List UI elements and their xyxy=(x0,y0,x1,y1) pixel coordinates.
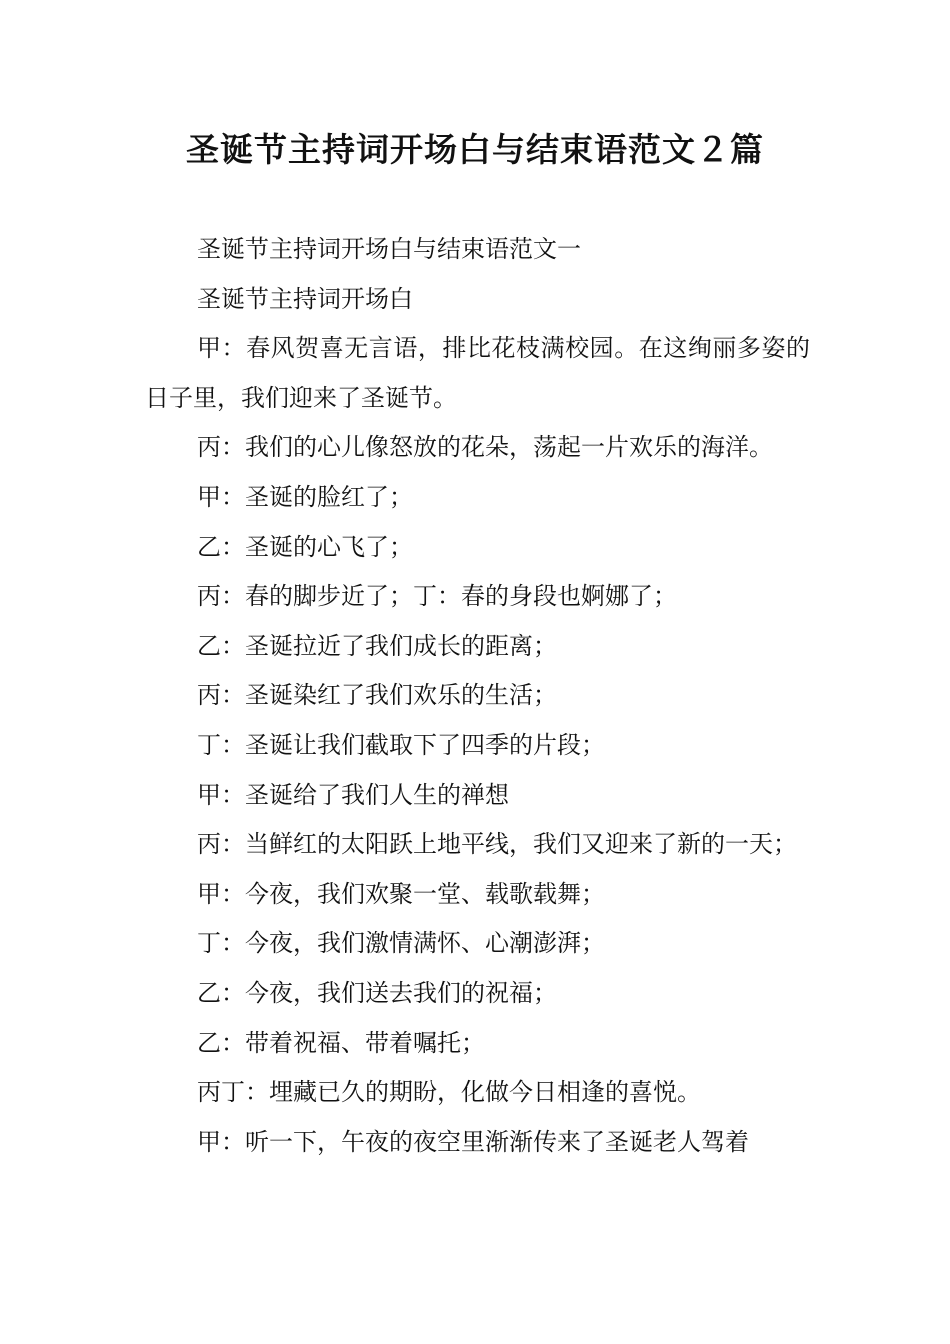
dialogue-line: 丙：春的脚步近了；丁：春的身段也婀娜了； xyxy=(197,582,677,611)
dialogue-line: 丁：圣诞让我们截取下了四季的片段； xyxy=(197,730,605,759)
dialogue-line: 丙：当鲜红的太阳跃上地平线，我们又迎来了新的一天； xyxy=(197,830,797,859)
dialogue-line: 甲：圣诞的脸红了； xyxy=(197,482,413,511)
dialogue-line: 甲：今夜，我们欢聚一堂、载歌载舞； xyxy=(197,879,605,908)
dialogue-line: 丙：圣诞染红了我们欢乐的生活； xyxy=(197,681,557,710)
dialogue-line: 甲：听一下，午夜的夜空里渐渐传来了圣诞老人驾着 xyxy=(197,1127,749,1156)
document-body xyxy=(145,225,810,1167)
dialogue-line: 甲：春风贺喜无言语，排比花枝满校园。在这绚丽多姿的日子里，我们迎来了圣诞节。 xyxy=(145,334,810,412)
dialogue-line: 乙：今夜，我们送去我们的祝福； xyxy=(197,978,557,1007)
dialogue-line: 乙：圣诞拉近了我们成长的距离； xyxy=(197,631,557,660)
document-title: 圣诞节主持词开场白与结束语范文２篇 xyxy=(186,130,764,169)
dialogue-line: 丁：今夜，我们激情满怀、心潮澎湃； xyxy=(197,929,605,958)
dialogue-line: 乙：带着祝福、带着嘱托； xyxy=(197,1028,485,1057)
dialogue-line: 甲：圣诞给了我们人生的禅想 xyxy=(197,780,509,809)
dialogue-line: 乙：圣诞的心飞了； xyxy=(197,532,413,561)
dialogue-line: 丙：我们的心儿像怒放的花朵，荡起一片欢乐的海洋。 xyxy=(197,433,773,462)
section-heading: 圣诞节主持词开场白与结束语范文一 xyxy=(197,235,581,263)
dialogue-line: 丙丁：埋藏已久的期盼，化做今日相逢的喜悦。 xyxy=(197,1078,701,1107)
subsection-heading: 圣诞节主持词开场白 xyxy=(197,284,413,313)
